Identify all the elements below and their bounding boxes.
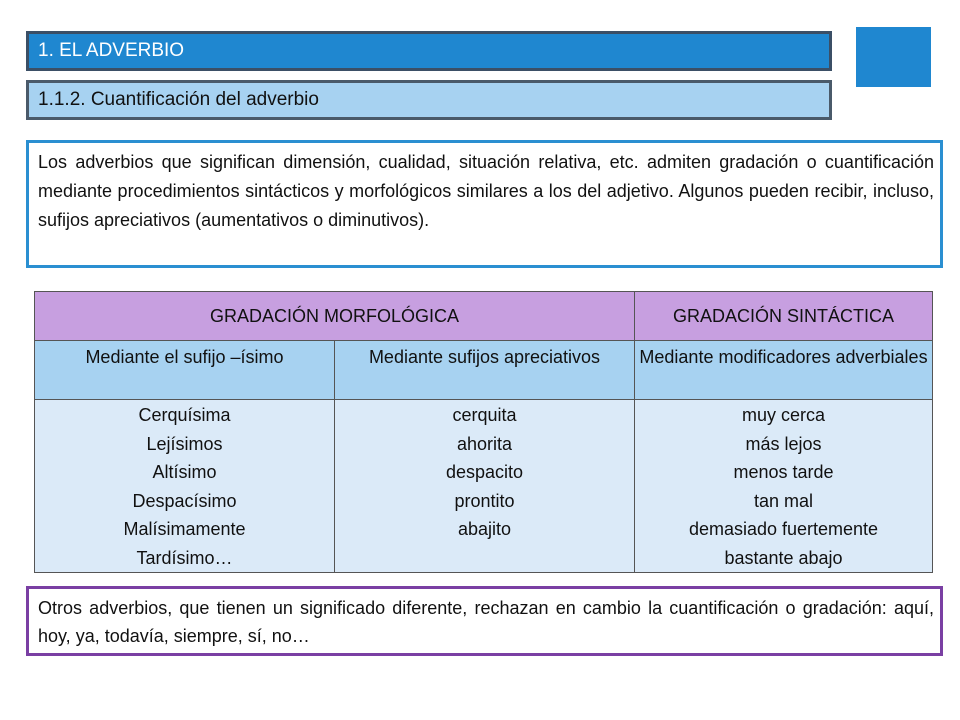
outro-text-box <box>26 586 943 656</box>
example-item: Despacísimo <box>132 490 237 511</box>
decorative-square <box>856 27 931 87</box>
example-item: demasiado fuertemente <box>688 519 879 539</box>
example-item: menos tarde <box>733 462 834 482</box>
slide-subtitle-text: 1.1.2. Cuantificación del adverbio <box>38 89 319 110</box>
gradation-table <box>34 291 933 573</box>
intro-text-box <box>26 140 943 268</box>
column-header-apreciativos: Mediante sufijos apreciativos <box>335 341 635 400</box>
example-item: más lejos <box>745 433 822 454</box>
table-group-header-row <box>35 292 933 341</box>
example-item: despacito <box>445 462 524 482</box>
table-examples-row <box>35 400 933 573</box>
slide-title <box>26 31 832 71</box>
example-item: bastante abajo <box>724 547 843 568</box>
examples-isimo <box>35 400 335 573</box>
slide-subtitle <box>26 80 832 120</box>
example-item: prontito <box>454 490 515 511</box>
example-item: abajito <box>457 519 512 539</box>
table-column-header-row <box>35 341 933 400</box>
example-item: ahorita <box>456 433 513 454</box>
example-item: Malísimamente <box>123 519 246 539</box>
outro-text: Otros adverbios, que tienen un significado diferente, rechazan en cambio la cuantificación o gradación: aquí, hoy, ya, todavía, siempre, sí, no… <box>38 598 934 646</box>
examples-apreciativos <box>335 400 635 573</box>
example-item: Lejísimos <box>146 433 223 454</box>
example-item: muy cerca <box>741 405 826 425</box>
column-header-isimo: Mediante el sufijo –ísimo <box>35 341 335 400</box>
column-header-modificadores: Mediante modificadores adverbiales <box>635 341 933 400</box>
example-item: Tardísimo… <box>136 547 233 568</box>
example-item: Cerquísima <box>138 405 231 425</box>
group-header-morphological: GRADACIÓN MORFOLÓGICA <box>35 292 635 341</box>
slide-title-text: 1. EL ADVERBIO <box>38 40 185 61</box>
group-header-syntactic: GRADACIÓN SINTÁCTICA <box>635 292 933 341</box>
example-item: Altísimo <box>152 462 217 482</box>
example-item: tan mal <box>753 490 814 511</box>
examples-modificadores <box>635 400 933 573</box>
example-item: cerquita <box>452 405 517 425</box>
intro-text: Los adverbios que significan dimensión, cualidad, situación relativa, etc. admiten gradación o cuantificación mediante procedimientos sintácticos y morfológicos similares a los del adjetivo. Algunos pueden recibir, incluso, sufijos apreciativos (aumentativos o diminutivos). <box>38 152 934 230</box>
